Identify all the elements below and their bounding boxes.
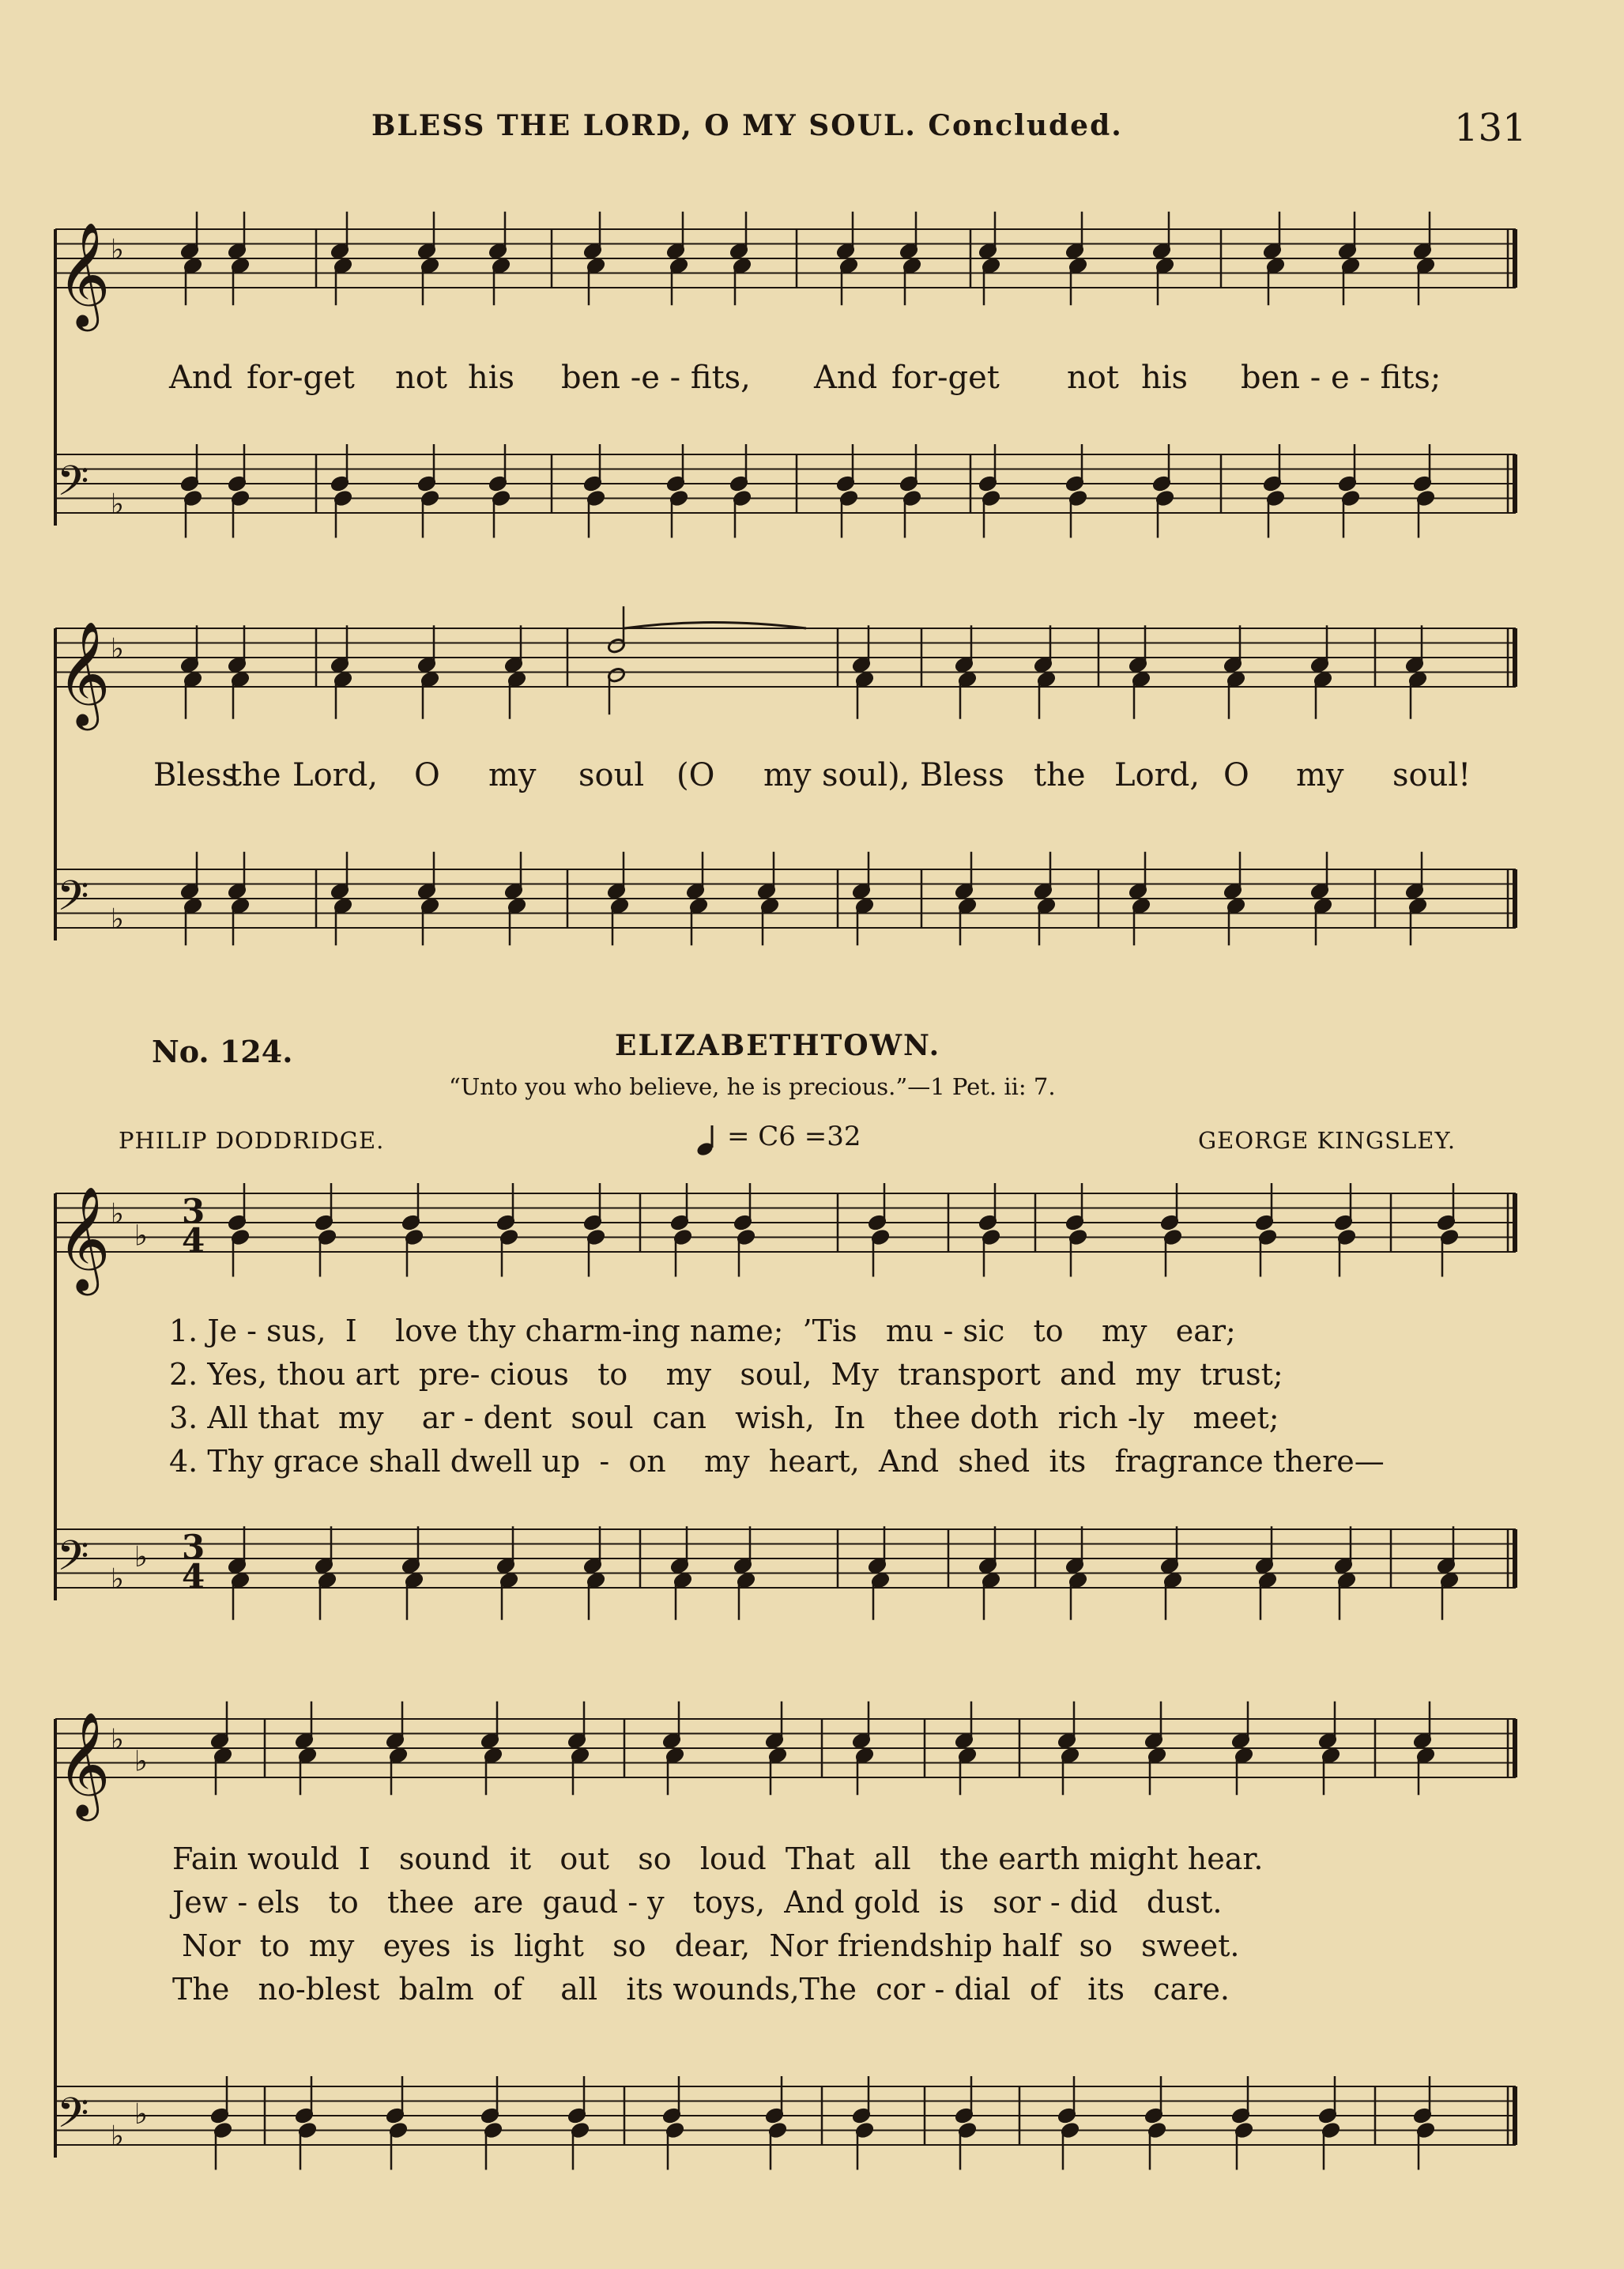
final-bar	[1513, 454, 1517, 513]
hymn-composer: GEORGE KINGSLEY.	[1198, 1127, 1456, 1154]
lyric-word: soul),	[822, 757, 910, 793]
verse-line: 3. All that my ar - dent soul can wish, In thee doth rich -ly meet;	[169, 1400, 1279, 1435]
lyric-word: Bless	[153, 757, 238, 793]
final-bar	[1513, 2086, 1517, 2145]
final-bar	[1513, 1719, 1517, 1777]
lyric-word: my	[488, 757, 537, 793]
bass-clef-icon: 𝄢	[57, 1532, 89, 1590]
flat-sign-icon: ♭	[134, 2098, 148, 2131]
lyric-word: (O	[676, 757, 715, 793]
lyric-word: ben -e - fits,	[561, 360, 751, 396]
lyric-word: his	[1141, 360, 1189, 396]
flat-sign-icon: ♭	[134, 1219, 148, 1253]
flat-sign-icon: ♭	[111, 632, 124, 665]
verse-line: The no-blest balm of all its wounds,The cor - dial of its care.	[172, 1972, 1230, 2007]
time-signature-top: 3	[182, 1192, 205, 1231]
flat-sign-icon: ♭	[111, 1723, 124, 1756]
hymn-epigraph: “Unto you who believe, he is precious.”—1 Pet. ii: 7.	[449, 1073, 1056, 1100]
running-title: BLESS THE LORD, O MY SOUL. Concluded.	[371, 109, 1123, 142]
lyric-word: his	[468, 360, 515, 396]
time-signature-bottom: 4	[182, 1221, 205, 1260]
lyric-word: for-get	[247, 360, 355, 396]
tie	[624, 623, 806, 629]
final-bar	[1513, 869, 1517, 928]
final-bar	[1513, 229, 1517, 288]
flat-sign-icon: ♭	[134, 1745, 148, 1778]
time-signature-bottom: 4	[182, 1557, 205, 1596]
flat-sign-icon: ♭	[111, 1562, 124, 1596]
verse-line: 2. Yes, thou art pre- cious to my soul, My transport and my trust;	[169, 1357, 1283, 1392]
lyric-word: Lord,	[1114, 757, 1200, 793]
verse-line: 4. Thy grace shall dwell up - on my heart, And shed its fragrance there—	[169, 1444, 1385, 1479]
verse-line: 1. Je - sus, I love thy charm-ing name; ’Tis mu - sic to my ear;	[169, 1314, 1236, 1348]
final-bar	[1513, 628, 1517, 687]
quarter-note-icon	[695, 1122, 724, 1157]
hymn-number: No. 124.	[152, 1034, 293, 1069]
page-number: 131	[1454, 106, 1527, 150]
treble-clef-icon: 𝄞	[57, 1712, 111, 1817]
lyric-word: Lord,	[292, 757, 379, 793]
bass-clef-icon: 𝄢	[57, 2089, 89, 2147]
flat-sign-icon: ♭	[111, 233, 124, 266]
flat-sign-icon: ♭	[111, 2120, 124, 2153]
lyric-word: soul!	[1392, 757, 1471, 793]
lyric-word: O	[1223, 757, 1249, 793]
hymn-author: PHILIP DODDRIDGE.	[119, 1127, 385, 1154]
lyric-word: Bless	[920, 757, 1004, 793]
verse-line: Nor to my eyes is light so dear, Nor friendship half so sweet.	[172, 1928, 1240, 1963]
hymn-title: ELIZABETHTOWN.	[615, 1029, 941, 1062]
flat-sign-icon: ♭	[111, 488, 124, 521]
lyric-word: And	[814, 360, 878, 396]
flat-sign-icon: ♭	[134, 1541, 148, 1574]
treble-clef-icon: 𝄞	[57, 621, 111, 726]
flat-sign-icon: ♭	[111, 1197, 124, 1231]
lyric-word: my	[763, 757, 812, 793]
lyric-word: ben - e - fits;	[1241, 360, 1441, 396]
final-bar	[1513, 1529, 1517, 1588]
lyric-word: O	[414, 757, 440, 793]
tempo-marking: = C6 =32	[727, 1121, 861, 1152]
time-signature-top: 3	[182, 1528, 205, 1566]
lyric-word: the	[1034, 757, 1086, 793]
treble-clef-icon: 𝄞	[57, 1186, 111, 1291]
verse-line: Jew - els to thee are gaud - y toys, And gold is sor - did dust.	[172, 1885, 1223, 1920]
lyric-word: And	[169, 360, 233, 396]
lyric-word: the	[229, 757, 281, 793]
lyric-word: my	[1296, 757, 1344, 793]
bass-clef-icon: 𝄢	[57, 872, 89, 930]
flat-sign-icon: ♭	[111, 903, 124, 936]
treble-clef-icon: 𝄞	[57, 222, 111, 327]
lyric-word: soul	[578, 757, 645, 793]
lyric-word: for-get	[891, 360, 1000, 396]
final-bar	[1513, 1193, 1517, 1252]
bass-clef-icon: 𝄢	[57, 457, 89, 515]
lyric-word: not	[395, 360, 447, 396]
lyric-word: not	[1067, 360, 1119, 396]
verse-line: Fain would I sound it out so loud That all the earth might hear.	[172, 1841, 1264, 1876]
